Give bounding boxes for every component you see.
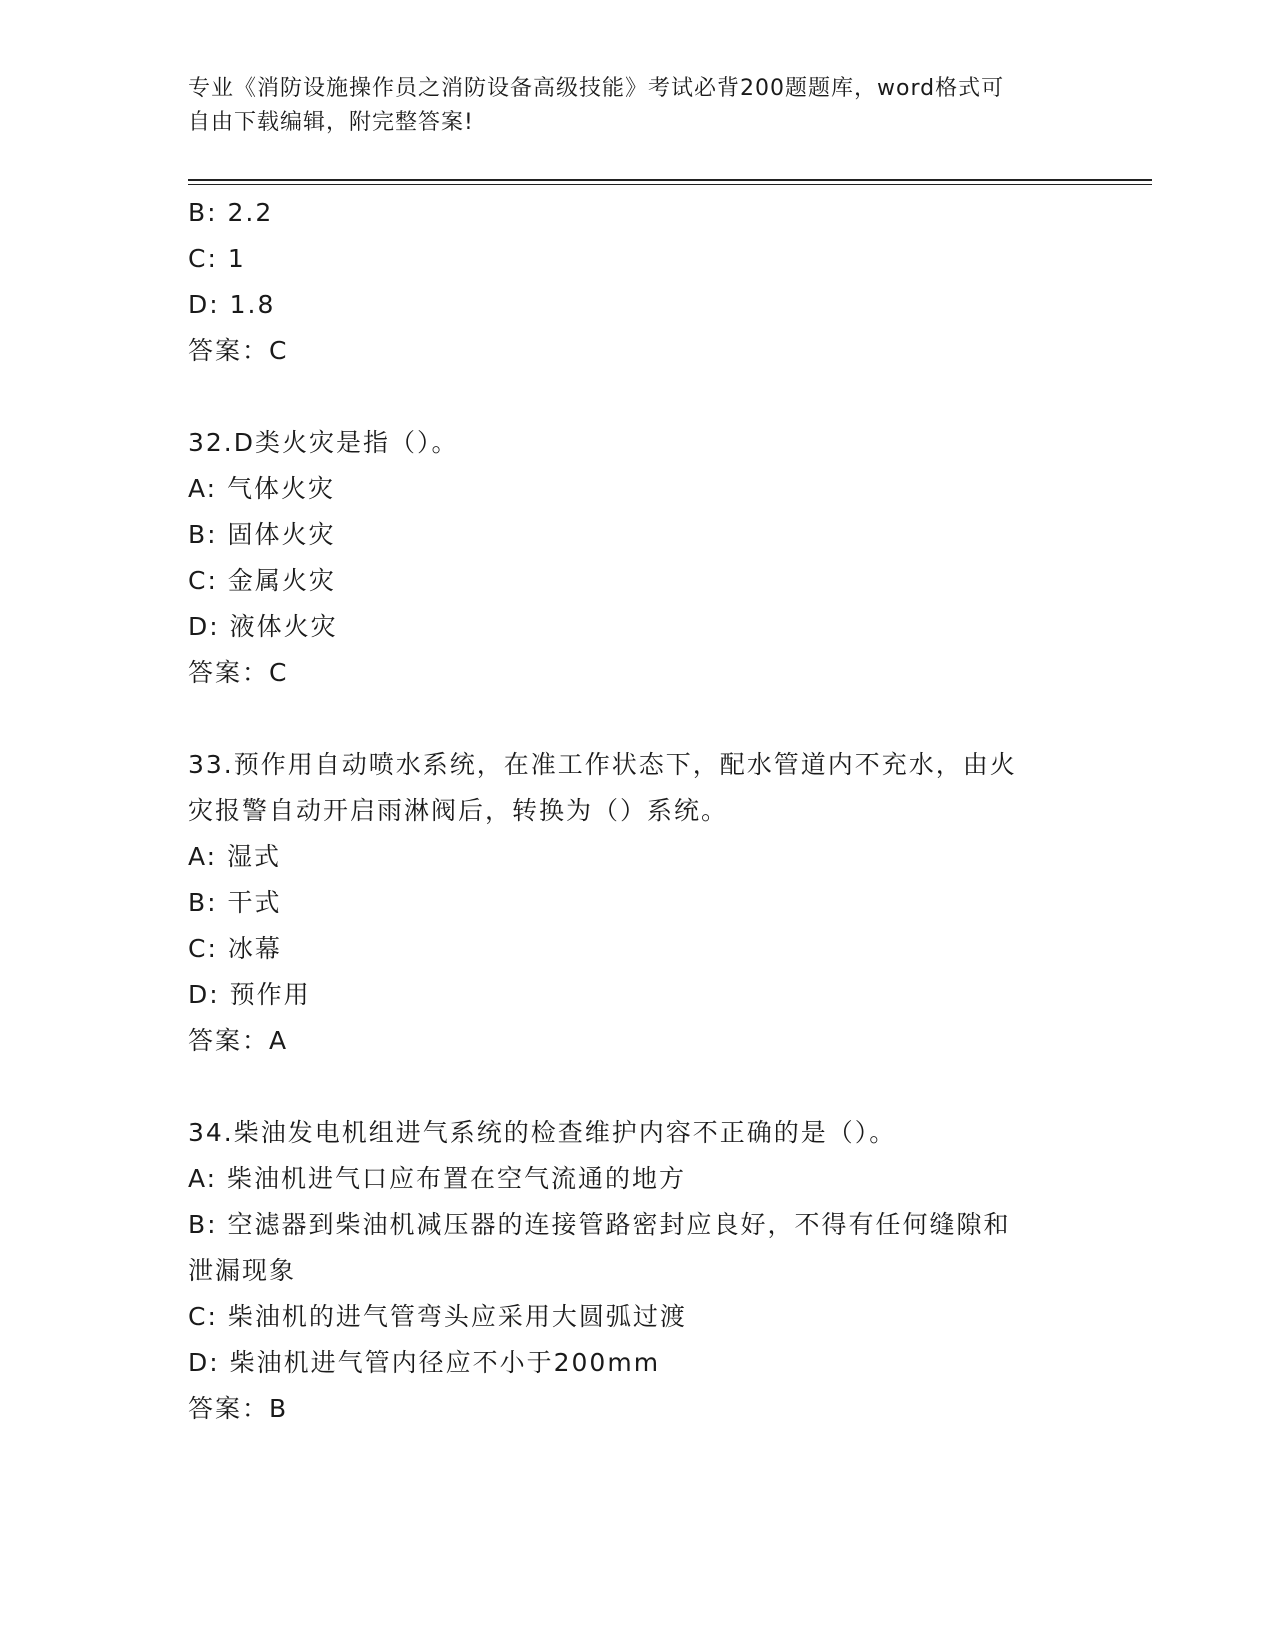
answer-line: 答案：C (188, 336, 289, 365)
option-b: B: 干式 (188, 888, 282, 917)
header-title-line-2: 自由下载编辑，附完整答案! (188, 110, 474, 135)
option-c: C: 1 (188, 244, 246, 273)
option-b: B: 固体火灾 (188, 520, 336, 549)
answer-line: 答案：A (188, 1026, 289, 1055)
question-stem: 32.D类火灾是指（）。 (188, 428, 459, 457)
header-divider-thick (188, 179, 1152, 181)
option-a: A: 柴油机进气口应布置在空气流通的地方 (188, 1164, 687, 1193)
question-spacer (188, 374, 1088, 420)
option-d: D: 预作用 (188, 980, 311, 1009)
option-c: C: 冰幕 (188, 934, 282, 963)
question-spacer (188, 696, 1088, 742)
option-a: A: 气体火灾 (188, 474, 336, 503)
header-divider-thin (188, 184, 1152, 185)
option-b-line-1: B: 空滤器到柴油机减压器的连接管路密封应良好，不得有任何缝隙和 (188, 1210, 1011, 1239)
option-d: D: 液体火灾 (188, 612, 338, 641)
option-a: A: 湿式 (188, 842, 282, 871)
option-c: C: 柴油机的进气管弯头应采用大圆弧过渡 (188, 1302, 687, 1331)
question-list (188, 190, 1088, 1432)
question-32 (188, 420, 1088, 696)
option-b-line-2: 泄漏现象 (188, 1256, 297, 1285)
option-c: C: 金属火灾 (188, 566, 336, 595)
question-31-tail (188, 190, 1088, 374)
question-34 (188, 1110, 1088, 1432)
question-stem-line-2: 灾报警自动开启雨淋阀后，转换为（）系统。 (188, 796, 729, 825)
question-spacer (188, 1064, 1088, 1110)
header-title-line-1: 专业《消防设施操作员之消防设备高级技能》考试必背200题题库，word格式可 (188, 76, 1005, 101)
question-stem-line-1: 33.预作用自动喷水系统，在准工作状态下，配水管道内不充水，由火 (188, 750, 1017, 779)
document-header (188, 72, 1068, 140)
answer-line: 答案：B (188, 1394, 289, 1423)
answer-line: 答案：C (188, 658, 289, 687)
option-d: D: 柴油机进气管内径应不小于200mm (188, 1348, 661, 1377)
question-stem: 34.柴油发电机组进气系统的检查维护内容不正确的是（）。 (188, 1118, 897, 1147)
option-b: B: 2.2 (188, 198, 274, 227)
question-33 (188, 742, 1088, 1064)
option-d: D: 1.8 (188, 290, 276, 319)
